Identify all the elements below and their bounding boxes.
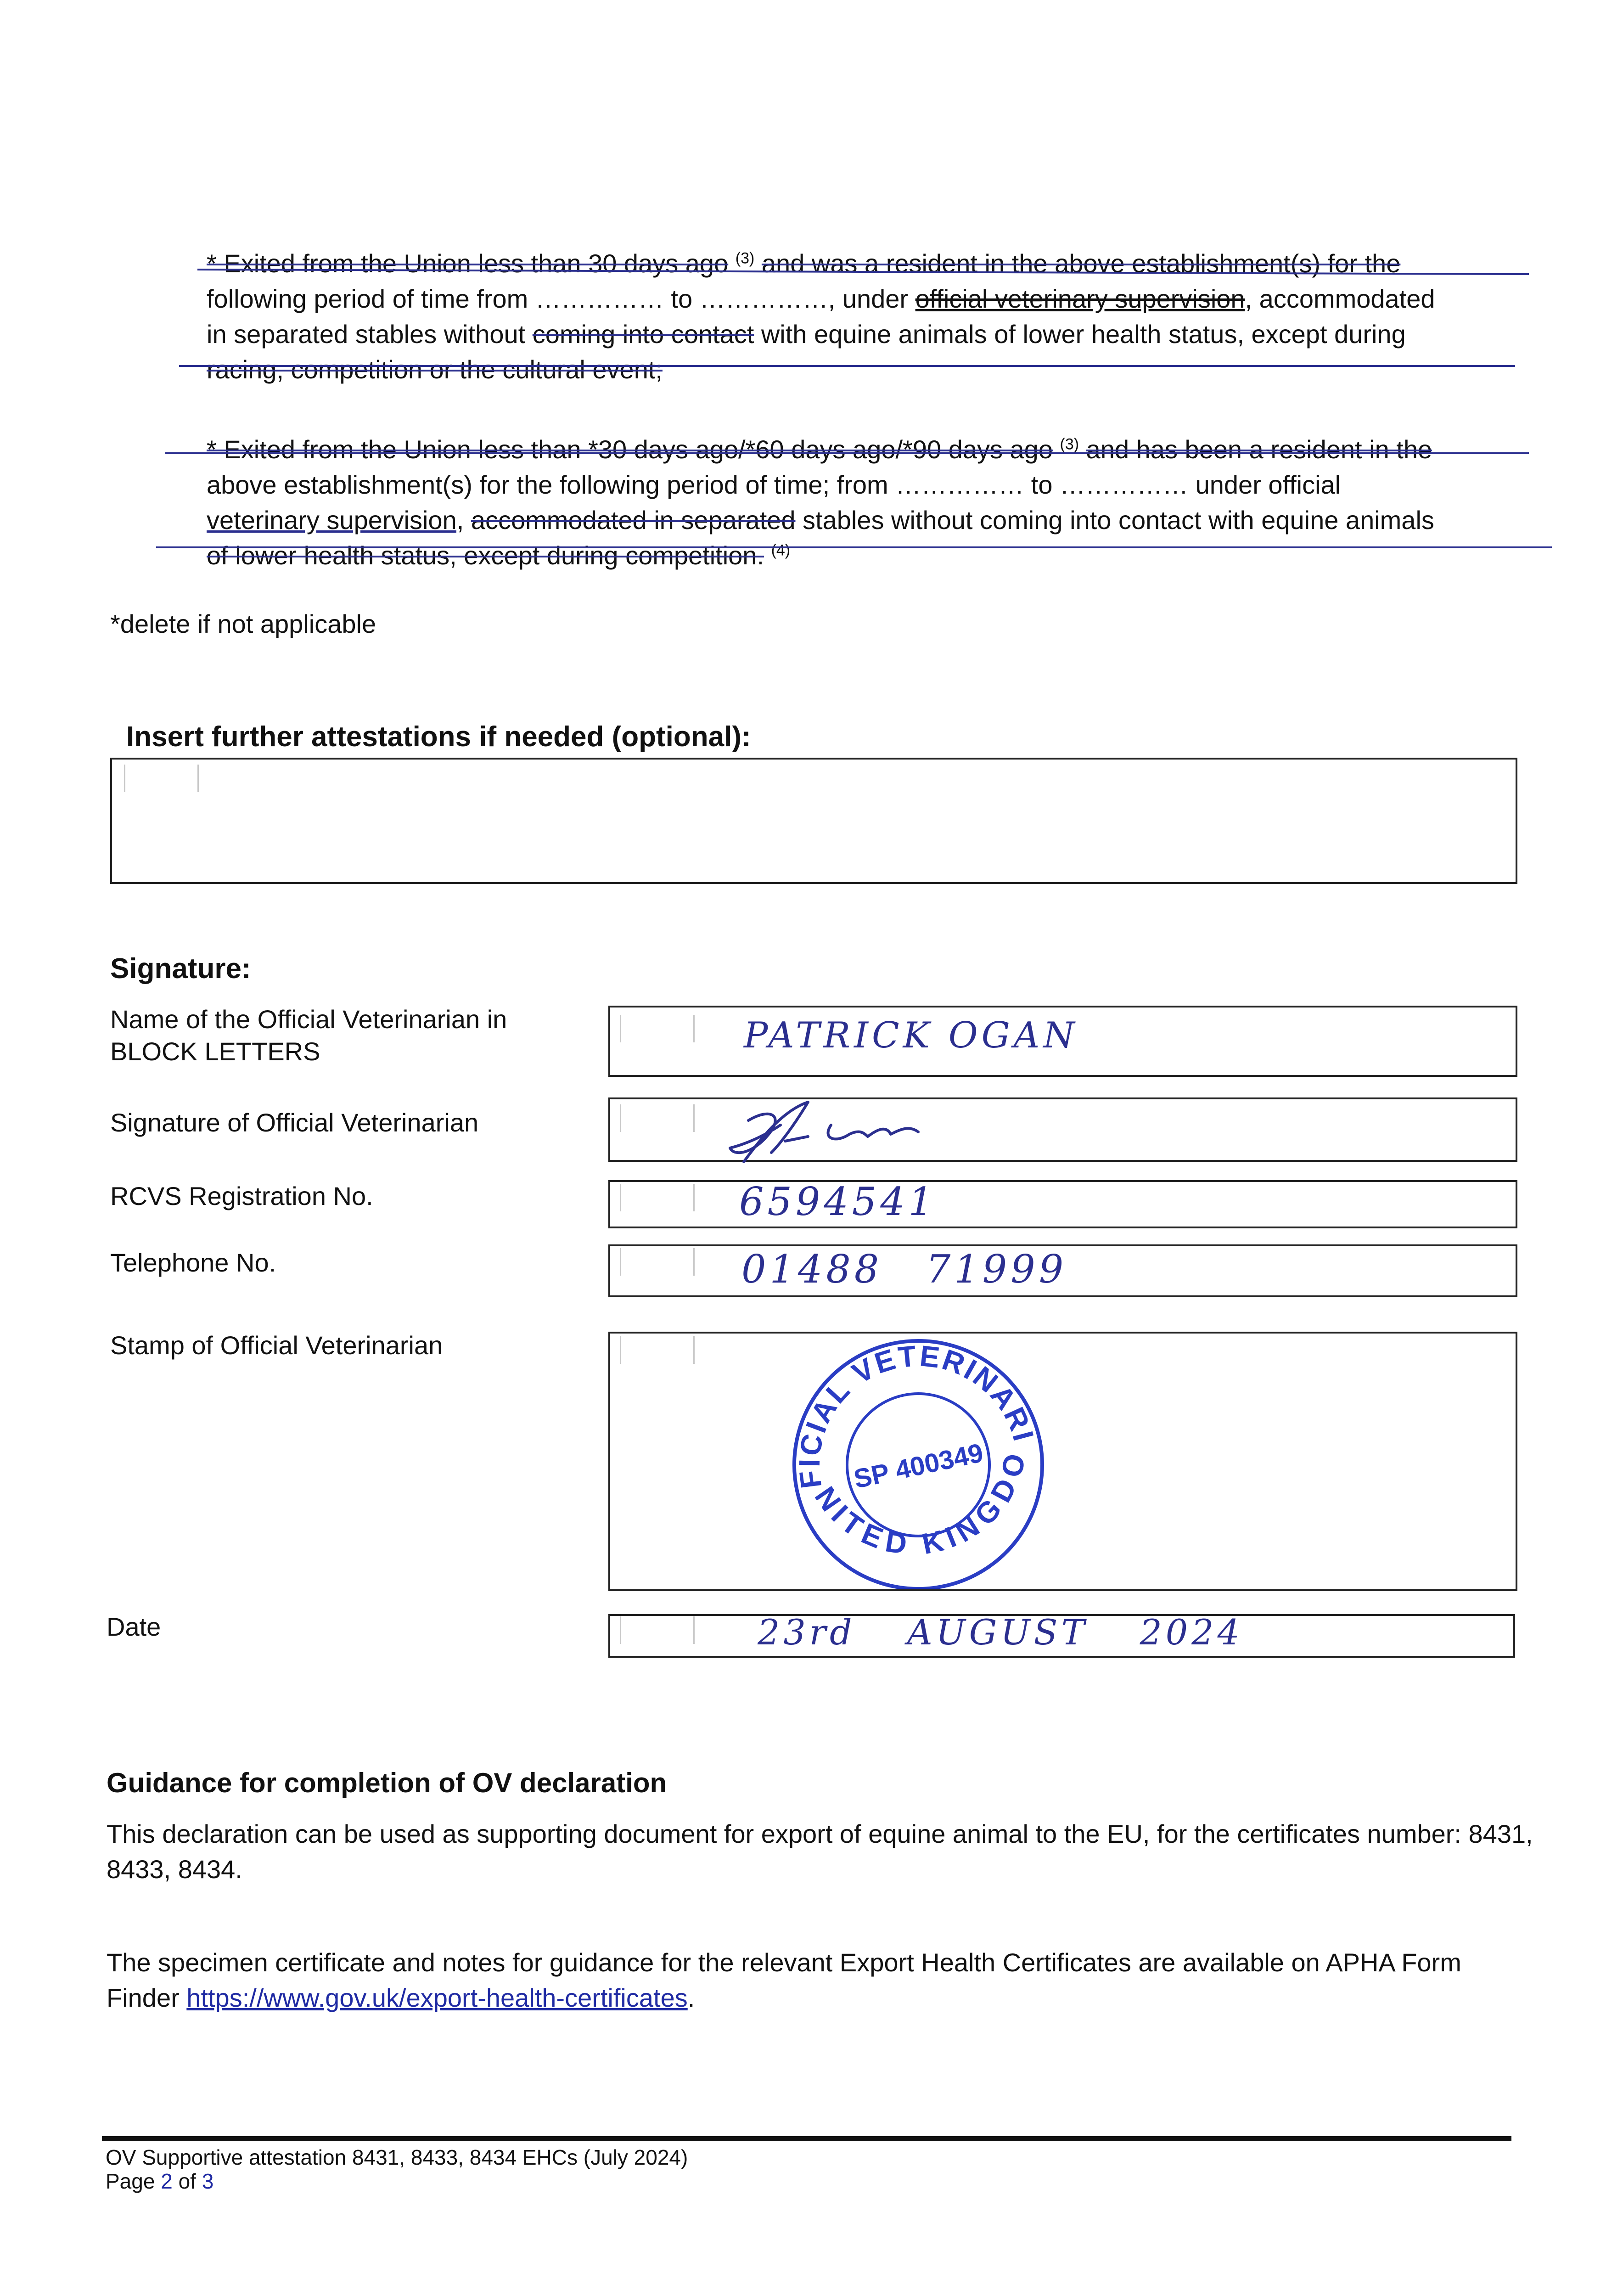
delete-if-not-applicable-note: *delete if not applicable xyxy=(110,609,376,638)
footnote-ref-4: (4) xyxy=(771,541,791,559)
footer-rule xyxy=(102,2136,1511,2141)
attestation-2-struck-accommodated: accommodated in separated xyxy=(471,506,796,535)
export-health-certificates-link[interactable]: https://www.gov.uk/export-health-certificates xyxy=(186,1983,688,2012)
date-field-label: Date xyxy=(107,1612,161,1641)
stamp-top-text: OFFICIAL VETERINARIAN xyxy=(792,1339,1041,1491)
signature-field-label: Signature of Official Veterinarian xyxy=(110,1108,479,1137)
handwritten-strike-line xyxy=(156,546,1552,548)
handwritten-rcvs-number: 6594541 xyxy=(739,1179,937,1224)
form-field-marker xyxy=(693,1336,695,1364)
official-veterinarian-stamp xyxy=(781,1332,1056,1589)
name-field-label: Name of the Official Veterinarian in BLOCK LETTERS xyxy=(110,1005,507,1066)
attestation-1-line-4 xyxy=(207,352,1538,387)
footnote-ref-3: (3) xyxy=(1060,435,1079,453)
form-field-marker xyxy=(620,1104,621,1132)
footnote-ref-3: (3) xyxy=(735,249,755,267)
attestation-1-struck-racing: racing, competition or the cultural event; xyxy=(207,355,663,384)
signature-heading: Signature: xyxy=(110,953,251,985)
attestation-1-struck-contact: coming into contact xyxy=(532,320,754,349)
attestation-1-line-2: following period of time from …………… to ……………, under official veterinary supervision, accommodated xyxy=(207,284,1435,313)
handwritten-name: PATRICK OGAN xyxy=(744,1015,1078,1056)
stamp-bottom-text: UNITED KINGDOM xyxy=(808,1449,1033,1561)
handwritten-strike-line xyxy=(179,365,1515,367)
form-field-marker xyxy=(693,1184,695,1211)
attestation-1-struck-text-b: and was a resident in the above establishment(s) for the xyxy=(761,249,1401,278)
rcvs-field-label: RCVS Registration No. xyxy=(110,1182,373,1210)
form-field-marker xyxy=(693,1104,695,1132)
telephone-field-label: Telephone No. xyxy=(110,1248,276,1277)
attestation-1-line-3: in separated stables without coming into contact with equine animals of lower health status, except during xyxy=(207,320,1406,349)
footer-page-number: Page 2 of 3 xyxy=(106,2169,214,2193)
handwritten-telephone: 01488 71999 xyxy=(741,1247,1067,1292)
attestation-2-line-2: above establishment(s) for the following period of time; from …………… to …………… under official xyxy=(207,470,1341,499)
handwritten-strike-line xyxy=(165,452,1529,454)
form-field-marker xyxy=(693,1248,695,1276)
form-field-marker xyxy=(124,765,125,792)
guidance-paragraph-1: This declaration can be used as supporting document for export of equine animal to the EU, for the certificates number: 8431, 8433, 8434. xyxy=(107,1819,1533,1884)
form-field-marker xyxy=(620,1184,621,1211)
form-field-marker xyxy=(693,1015,695,1042)
stamp-code: SP 400349 xyxy=(851,1437,986,1494)
form-field-marker xyxy=(693,1616,695,1644)
attestation-2-line-1 xyxy=(207,432,1561,467)
form-field-marker xyxy=(620,1015,621,1042)
further-attestations-heading: Insert further attestations if needed (optional): xyxy=(126,721,751,753)
footer-document-id: OV Supportive attestation 8431, 8433, 8434 EHCs (July 2024) xyxy=(106,2145,688,2169)
stamp-field-box[interactable] xyxy=(608,1332,1517,1591)
attestation-2-line-3: veterinary supervision, accommodated in separated stables without coming into contact with equine animals xyxy=(207,506,1434,535)
form-field-marker xyxy=(620,1248,621,1276)
attestation-2-struck-lower-health: of lower health status, except during competition. xyxy=(207,541,764,570)
attestation-1-struck-text: * Exited from the Union less than 30 days ago xyxy=(207,249,729,278)
handwritten-date: 23rd AUGUST 2024 xyxy=(758,1612,1243,1653)
attestation-2-line-4 xyxy=(207,538,1561,573)
stamp-field-label: Stamp of Official Veterinarian xyxy=(110,1331,443,1360)
attestation-2-struck-text: * Exited from the Union less than *30 days ago/*60 days ago/*90 days ago xyxy=(207,435,1053,464)
attestation-2-struck-text-b: and has been a resident in the xyxy=(1086,435,1432,464)
handwritten-signature-image xyxy=(716,1093,955,1176)
further-attestations-box[interactable] xyxy=(110,758,1517,884)
form-field-marker xyxy=(620,1616,621,1644)
attestation-1-line-1 xyxy=(207,246,1538,281)
attestation-1-struck-supervision: official veterinary supervision xyxy=(915,284,1245,313)
guidance-paragraph-2: The specimen certificate and notes for guidance for the relevant Export Health Certificates are available on APHA Form Finder https://www.gov.uk/export-health-certificates. xyxy=(107,1948,1461,2012)
guidance-heading: Guidance for completion of OV declaration xyxy=(107,1767,667,1798)
form-field-marker xyxy=(620,1336,621,1364)
form-field-marker xyxy=(197,765,199,792)
